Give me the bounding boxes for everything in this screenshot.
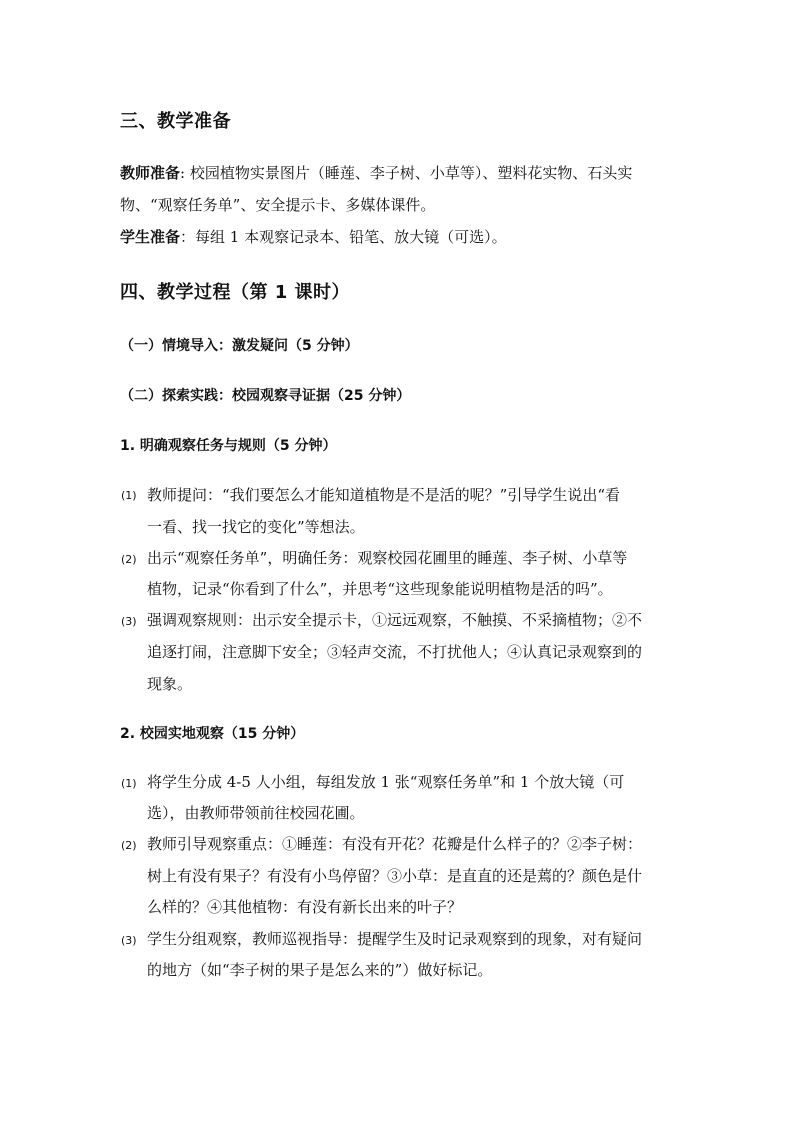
list-item-number: (3) [121, 934, 137, 947]
teacher-preparation-label: 教师准备 [120, 164, 181, 182]
list-item-number: (3) [121, 615, 137, 628]
list-item-line: 一看、找一找它的变化”等想法。 [147, 518, 365, 536]
student-preparation-line [120, 226, 507, 247]
list-item-line: 强调观察规则：出示安全提示卡，①远远观察，不触摸、不采摘植物；②不 [147, 611, 643, 629]
teacher-preparation-text-2: 物、“观察任务单”、安全提示卡、多媒体课件。 [120, 196, 436, 214]
teacher-preparation-text-1: : 校园植物实景图片（睡莲、李子树、小草等）、塑料花实物、石头实 [180, 164, 633, 182]
list-item-line: 选），由教师带领前往校园花圃。 [147, 804, 365, 822]
list-item-number: (2) [121, 839, 137, 852]
list-item-line: 植物，记录“你看到了什么”，并思考“这些现象能说明植物是活的吗”。 [147, 580, 613, 598]
list-item-line: 教师提问：“我们要怎么才能知道植物是不是活的呢？”引导学生说出“看 [147, 486, 621, 504]
student-preparation-text: ：每组 1 本观察记录本、铅笔、放大镜（可选）。 [180, 228, 507, 246]
list-item-line: 的地方（如“李子树的果子是怎么来的”）做好标记。 [147, 961, 493, 979]
list-item-line: 追逐打闹，注意脚下安全；③轻声交流，不打扰他人；④认真记录观察到的 [147, 643, 643, 661]
step-title-field-observation: 2. 校园实地观察（15 分钟） [120, 726, 305, 742]
subsection-intro: （一）情境导入：激发疑问（5 分钟） [120, 338, 359, 354]
list-item-number: (1) [121, 777, 137, 790]
step-title-task-rules: 1. 明确观察任务与规则（5 分钟） [120, 438, 337, 454]
list-item-line: 学生分组观察，教师巡视指导：提醒学生及时记录观察到的现象，对有疑问 [147, 930, 643, 948]
list-item-line: 出示“观察任务单”，明确任务：观察校园花圃里的睡莲、李子树、小草等 [147, 549, 628, 567]
list-item-number: (2) [121, 553, 137, 566]
list-item-line: 么样的？④其他植物：有没有新长出来的叶子？ [147, 898, 463, 916]
list-item-line: 将学生分成 4-5 人小组，每组发放 1 张“观察任务单”和 1 个放大镜（可 [147, 773, 625, 791]
section-heading-preparation: 三、教学准备 [120, 111, 231, 132]
subsection-practice: （二）探索实践：校园观察寻证据（25 分钟） [120, 388, 411, 404]
student-preparation-label: 学生准备 [120, 228, 181, 246]
list-item-line: 树上有没有果子？有没有小鸟停留？③小草：是直直的还是蔫的？颜色是什 [147, 867, 643, 885]
list-item-line: 现象。 [147, 675, 193, 693]
list-item-line: 教师引导观察重点：①睡莲：有没有开花？花瓣是什么样子的？②李子树： [147, 835, 643, 853]
list-item-number: (1) [121, 489, 137, 502]
teacher-preparation-line-1 [120, 162, 632, 183]
section-heading-process: 四、教学过程（第 1 课时） [120, 282, 351, 303]
